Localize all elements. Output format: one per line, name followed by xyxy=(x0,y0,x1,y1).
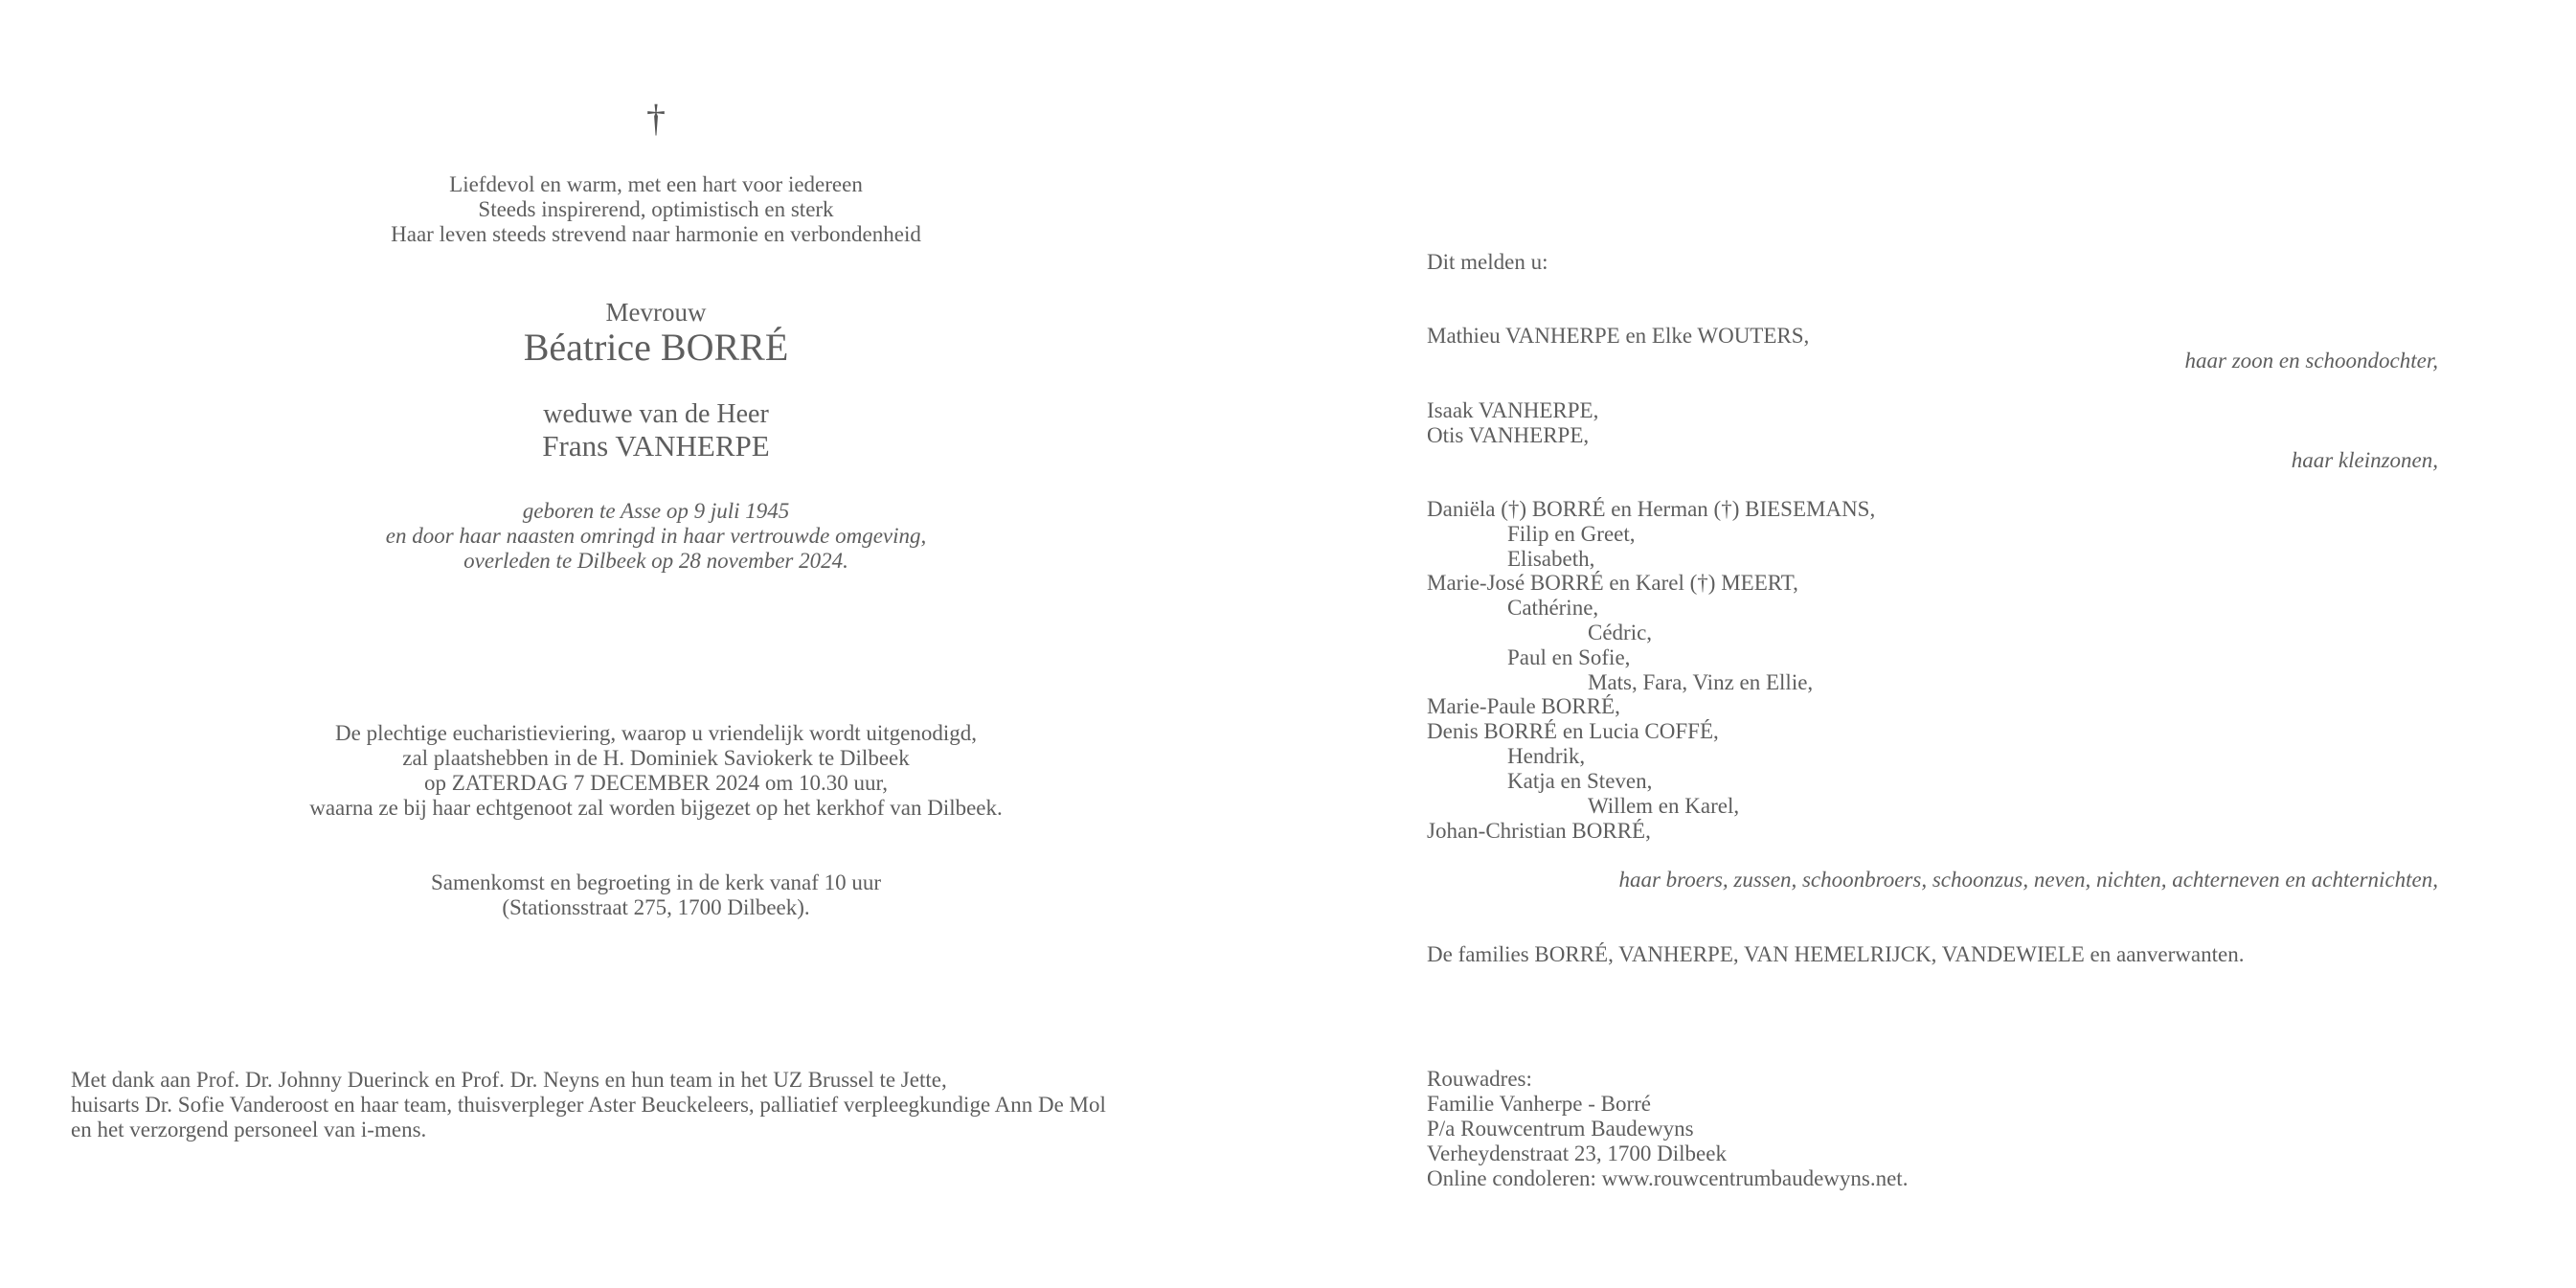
sibling-line: Marie-Paule BORRÉ, xyxy=(1427,694,1620,718)
announcement-intro: Dit melden u: xyxy=(1427,250,1548,274)
thanks-line: en het verzorgend personeel van i-mens. xyxy=(71,1118,427,1141)
ceremony-details xyxy=(0,721,1312,821)
gathering-line: Samenkomst en begroeting in de kerk vanaf 10 uur xyxy=(430,870,882,894)
address-line: Verheydenstraat 23, 1700 Dilbeek xyxy=(1427,1141,1727,1165)
right-page xyxy=(1427,0,2442,1288)
address-line: Familie Vanherpe - Borré xyxy=(1427,1092,1651,1116)
motto-line: Haar leven steeds strevend naar harmonie en verbondenheid xyxy=(391,222,921,246)
gathering-details xyxy=(0,870,1312,920)
birth-death-line: overleden te Dilbeek op 28 november 2024. xyxy=(463,549,848,573)
sibling-line: Elisabeth, xyxy=(1507,547,1595,571)
sibling-line: Willem en Karel, xyxy=(1588,794,1740,818)
birth-death-details xyxy=(0,499,1312,574)
son-line: Mathieu VANHERPE en Elke WOUTERS, xyxy=(1427,324,1810,348)
birth-death-line: en door haar naasten omringd in haar vertrouwde omgeving, xyxy=(385,524,927,548)
address-line: Rouwadres: xyxy=(1427,1067,1532,1091)
sibling-line: Cédric, xyxy=(1588,621,1653,644)
motto xyxy=(0,172,1312,247)
sibling-line: Mats, Fara, Vinz en Ellie, xyxy=(1588,670,1814,694)
sibling-line: Cathérine, xyxy=(1507,596,1599,620)
families-line: De families BORRÉ, VANHERPE, VAN HEMELRIJCK, VANDEWIELE en aanverwanten. xyxy=(1427,942,2245,966)
ceremony-line: zal plaatshebben in de H. Dominiek Saviokerk te Dilbeek xyxy=(402,746,910,770)
thanks-note xyxy=(71,1068,1106,1142)
sibling-line: Hendrik, xyxy=(1507,744,1586,768)
ceremony-line: waarna ze bij haar echtgenoot zal worden bijgezet op het kerkhof van Dilbeek. xyxy=(309,796,1003,820)
deceased-name: Béatrice BORRÉ xyxy=(523,326,789,369)
son-relation: haar zoon en schoondochter, xyxy=(2184,349,2438,373)
ceremony-line: op ZATERDAG 7 DECEMBER 2024 om 10.30 uur, xyxy=(424,771,888,795)
widow-intro: weduwe van de Heer xyxy=(543,399,769,429)
thanks-line: huisarts Dr. Sofie Vanderoost en haar team, thuisverpleger Aster Beuckeleers, palliatief verpleegkundige Ann De Mol xyxy=(71,1093,1106,1117)
siblings-relation: haar broers, zussen, schoonbroers, schoonzus, neven, nichten, achterneven en achternichten, xyxy=(1618,868,2438,892)
motto-line: Liefdevol en warm, met een hart voor iedereen xyxy=(449,172,863,196)
sibling-line: Daniëla (†) BORRÉ en Herman (†) BIESEMANS, xyxy=(1427,497,1876,521)
grandson-line: Otis VANHERPE, xyxy=(1427,423,1590,447)
sibling-line: Filip en Greet, xyxy=(1507,522,1636,546)
spouse-name: Frans VANHERPE xyxy=(542,429,770,463)
sibling-line: Paul en Sofie, xyxy=(1507,645,1631,669)
salutation: Mevrouw xyxy=(605,298,707,327)
birth-death-line: geboren te Asse op 9 juli 1945 xyxy=(522,499,790,523)
grandson-line: Isaak VANHERPE, xyxy=(1427,398,1599,422)
address-line: Online condoleren: www.rouwcentrumbaudewyns.net. xyxy=(1427,1166,1909,1190)
address-line: P/a Rouwcentrum Baudewyns xyxy=(1427,1117,1694,1141)
thanks-line: Met dank aan Prof. Dr. Johnny Duerinck en Prof. Dr. Neyns en hun team in het UZ Brussel te Jette, xyxy=(71,1068,947,1092)
grandsons-relation: haar kleinzonen, xyxy=(2291,448,2438,472)
sibling-line: Katja en Steven, xyxy=(1507,769,1653,793)
sibling-line: Denis BORRÉ en Lucia COFFÉ, xyxy=(1427,719,1719,743)
cross-icon: † xyxy=(646,97,666,140)
sibling-line: Johan-Christian BORRÉ, xyxy=(1427,819,1651,843)
gathering-line: (Stationsstraat 275, 1700 Dilbeek). xyxy=(502,895,810,919)
ceremony-line: De plechtige eucharistieviering, waarop u vriendelijk wordt uitgenodigd, xyxy=(335,721,977,745)
motto-line: Steeds inspirerend, optimistisch en sterk xyxy=(478,197,834,221)
sibling-line: Marie-José BORRÉ en Karel (†) MEERT, xyxy=(1427,571,1798,595)
